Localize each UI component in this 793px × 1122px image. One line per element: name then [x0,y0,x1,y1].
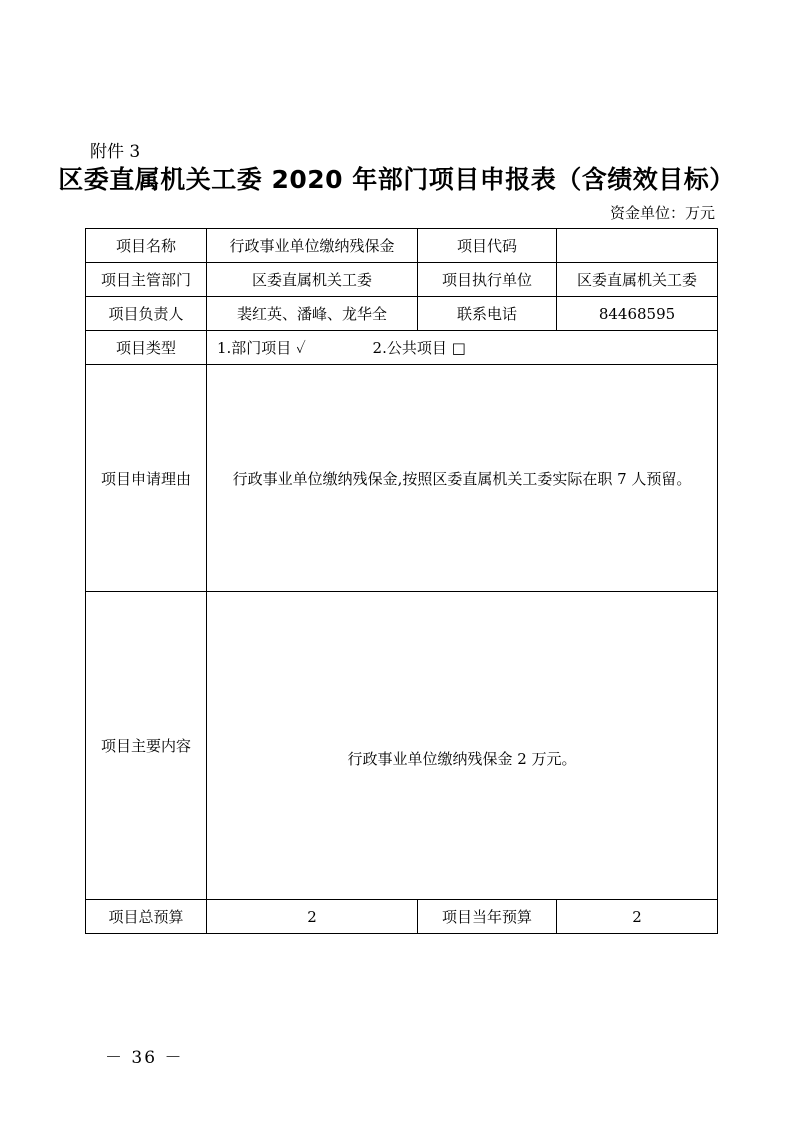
total-budget-value: 2 [207,900,418,934]
supervisor-label: 项目主管部门 [86,263,207,297]
phone-label: 联系电话 [418,297,557,331]
currency-unit: 资金单位：万元 [609,204,715,222]
table-row [86,365,718,592]
project-code-label: 项目代码 [418,229,557,263]
table-row [86,592,718,900]
project-type-options [207,331,718,365]
leader-value: 裴红英、潘峰、龙华全 [207,297,418,331]
project-type-label: 项目类型 [86,331,207,365]
content-value: 行政事业单位缴纳残保金 2 万元。 [347,750,577,768]
executor-label: 项目执行单位 [418,263,557,297]
content-label: 项目主要内容 [86,592,207,900]
content-cell [207,592,718,900]
table-row [86,263,718,297]
table-row [86,297,718,331]
total-budget-label: 项目总预算 [86,900,207,934]
table-row [86,900,718,934]
project-application-table [85,228,718,934]
reason-value: 行政事业单位缴纳残保金,按照区委直属机关工委实际在职 7 人预留。 [207,365,718,592]
year-budget-label: 项目当年预算 [418,900,557,934]
supervisor-value: 区委直属机关工委 [207,263,418,297]
leader-label: 项目负责人 [86,297,207,331]
phone-value: 84468595 [557,297,718,331]
year-budget-value: 2 [557,900,718,934]
table-row [86,229,718,263]
table-row [86,331,718,365]
project-name-label: 项目名称 [86,229,207,263]
document-title: 区委直属机关工委 2020 年部门项目申报表（含绩效目标） [58,165,735,194]
attachment-label: 附件 3 [90,142,141,162]
project-type-option-department: 1.部门项目 ✓ [217,339,306,357]
project-type-option-public: 2.公共项目 □ [372,339,466,357]
project-name-value: 行政事业单位缴纳残保金 [207,229,418,263]
reason-label: 项目申请理由 [86,365,207,592]
executor-value: 区委直属机关工委 [557,263,718,297]
project-code-value [557,229,718,263]
page-number: － 36 － [105,1048,184,1068]
